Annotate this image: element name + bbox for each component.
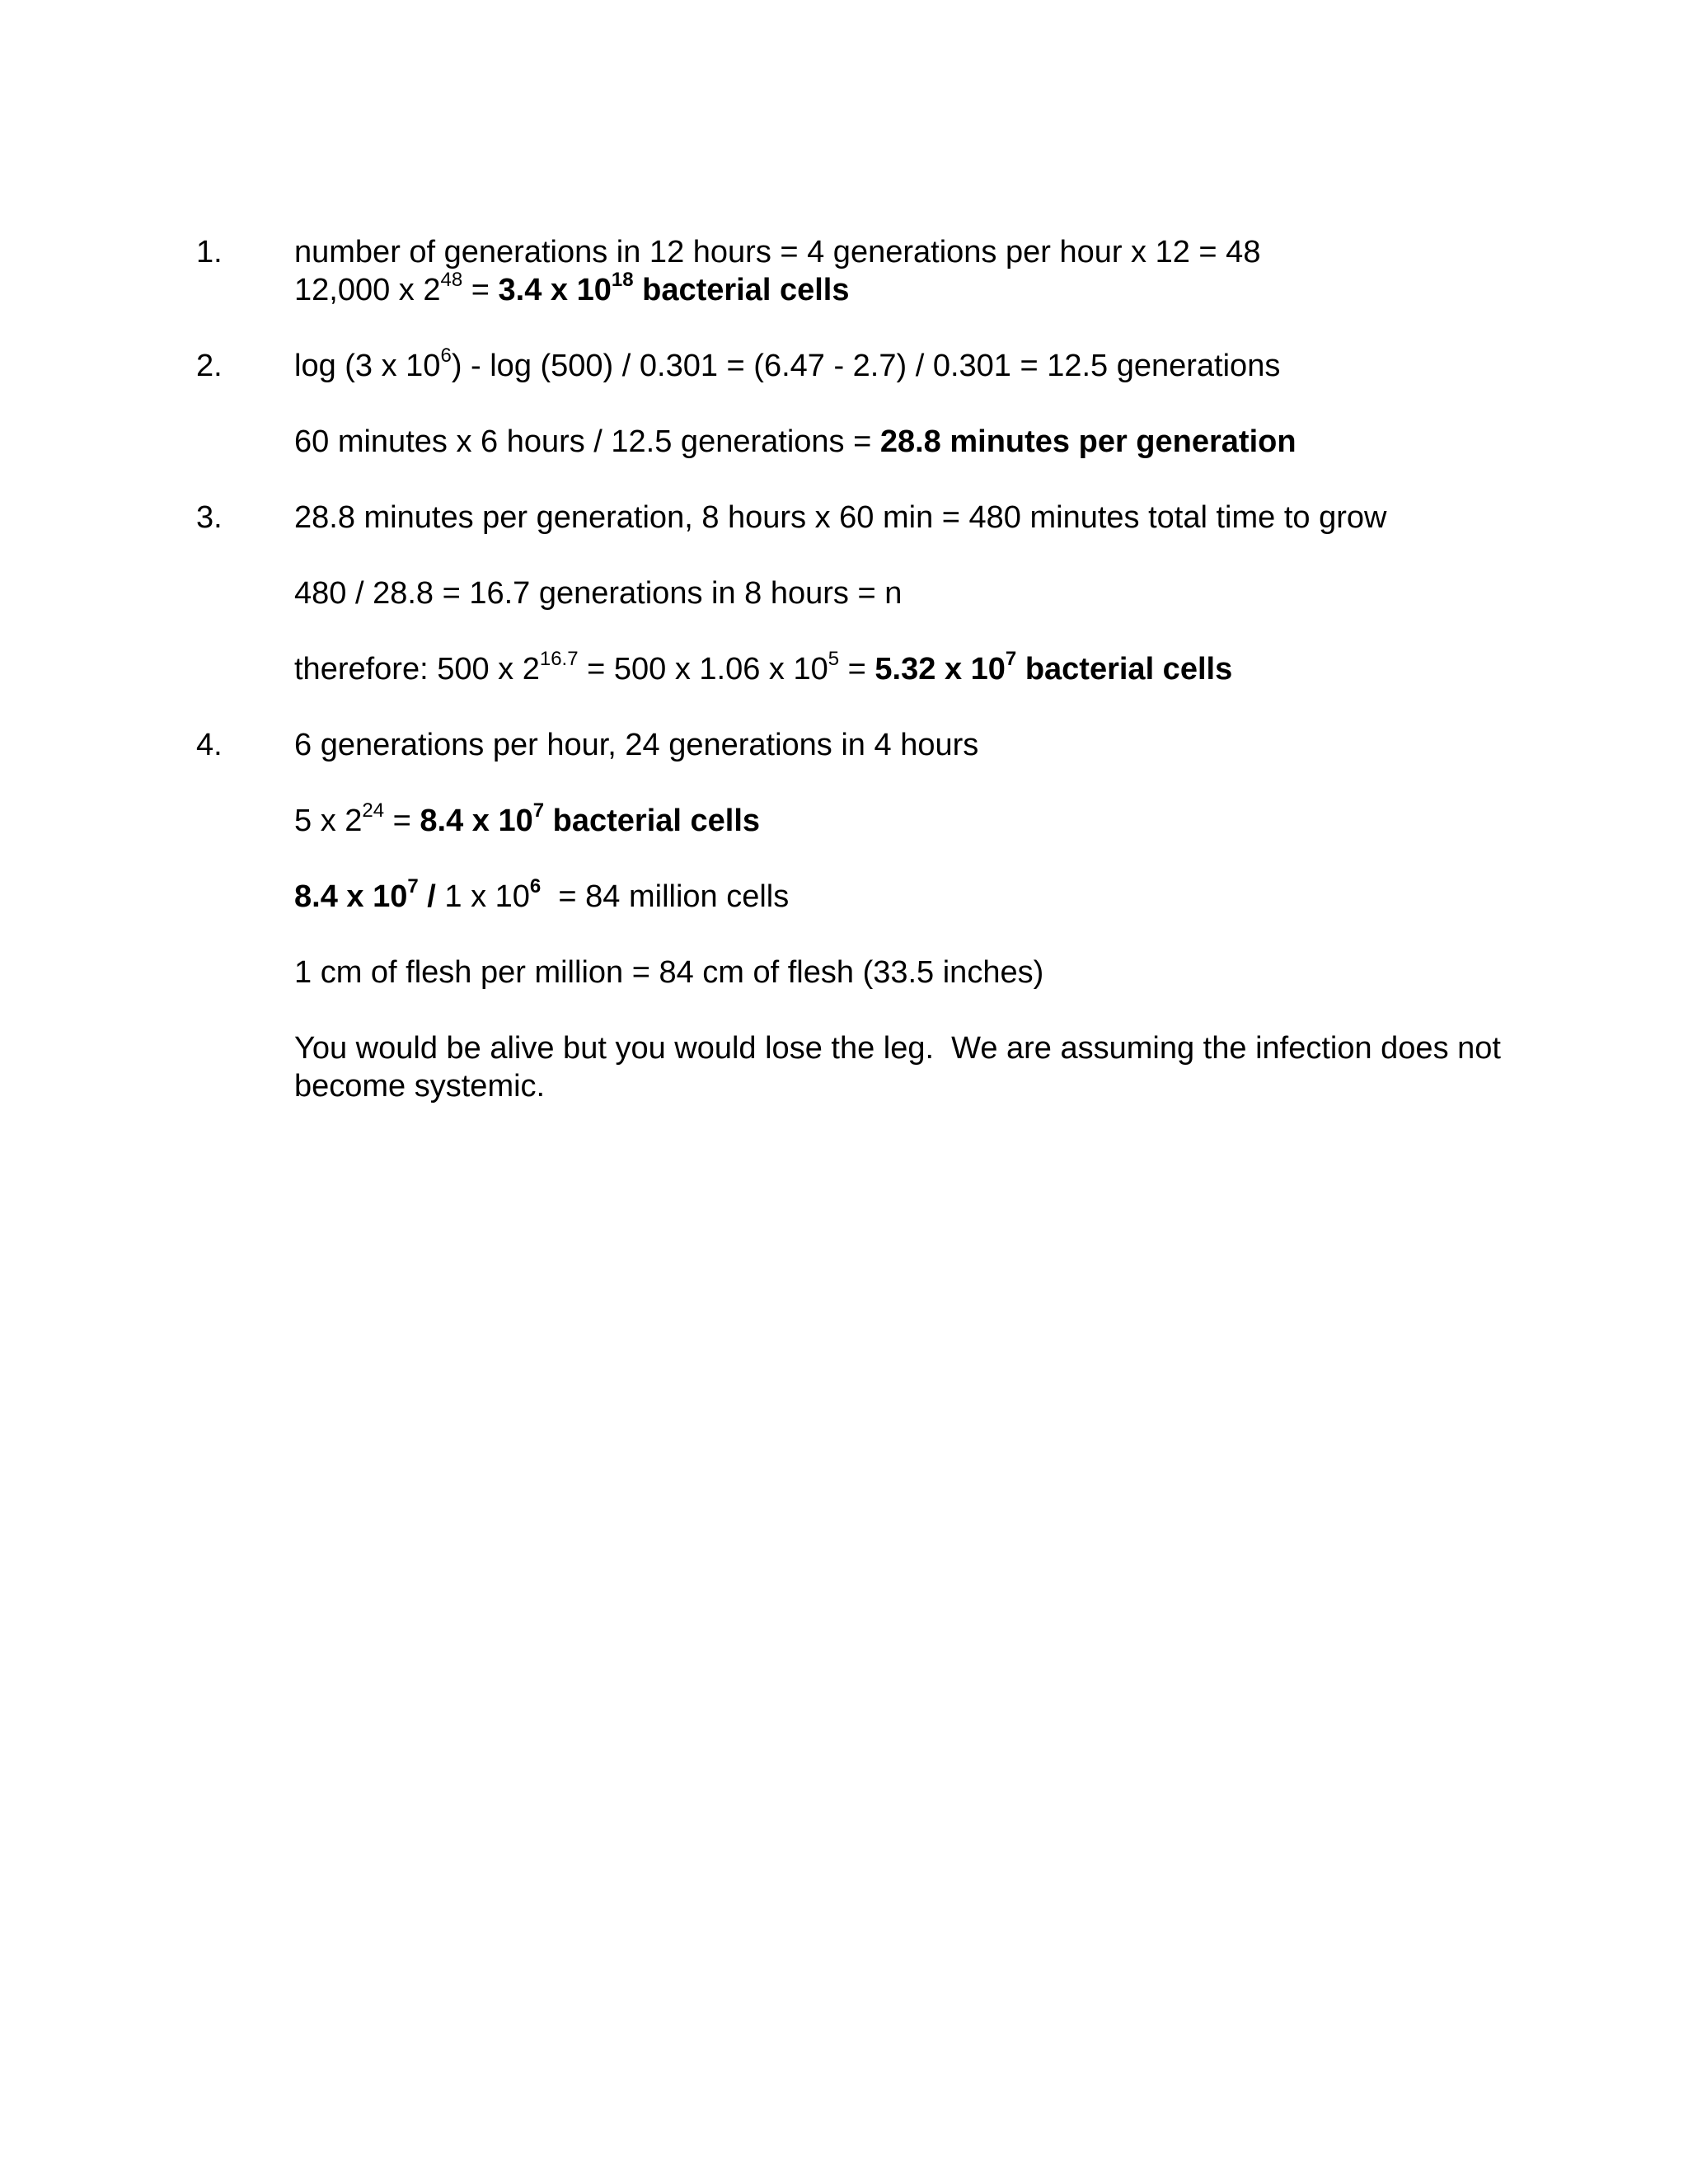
- answer-line: [294, 499, 1386, 537]
- answer-line: [294, 423, 1296, 461]
- answer-line: [294, 344, 1281, 385]
- bold-result: bacterial cells: [1016, 652, 1233, 687]
- item-number: 3.: [196, 500, 223, 535]
- text-span: 1 cm of flesh per million = 84 cm of flesh (33.5 inches): [294, 955, 1044, 990]
- text-span: 60 minutes x 6 hours / 12.5 generations =: [294, 424, 880, 459]
- item-number: 2.: [196, 349, 223, 383]
- bold-result: 28.8 minutes per generation: [879, 424, 1296, 459]
- superscript: 7: [407, 875, 419, 898]
- answer-line: [294, 650, 1232, 688]
- bold-result: 3.4 x 10: [498, 273, 612, 307]
- item-number: 1.: [196, 235, 223, 269]
- bold-result: 5.32 x 10: [874, 652, 1006, 687]
- superscript: 6: [440, 344, 452, 367]
- superscript: 16.7: [539, 648, 579, 670]
- superscript: 7: [532, 799, 545, 822]
- answer-line: [294, 875, 790, 916]
- text-span: = 84 million cells: [541, 879, 790, 914]
- superscript: 24: [362, 799, 385, 822]
- bold-result: bacterial cells: [544, 804, 761, 838]
- answer-line: [294, 954, 1043, 991]
- text-span: 12,000 x 2: [294, 273, 441, 307]
- text-span: log (3 x 10: [294, 349, 441, 383]
- text-span: 5 x 2: [294, 804, 363, 838]
- text-span: 6 generations per hour, 24 generations in 4 hours: [294, 728, 979, 762]
- superscript: 5: [828, 648, 840, 670]
- superscript: 48: [440, 269, 463, 291]
- text-span: You would be alive but you would lose the leg. We are assuming the infection does not become systemic.: [294, 1031, 1510, 1104]
- text-span: =: [839, 652, 875, 687]
- text-span: =: [462, 273, 499, 307]
- text-span: ) - log (500) / 0.301 = (6.47 - 2.7) / 0.301 = 12.5 generations: [451, 349, 1281, 383]
- text-span: 1 x 10: [444, 879, 530, 914]
- text-span: = 500 x 1.06 x 10: [578, 652, 828, 687]
- answer-line: [294, 271, 849, 309]
- superscript: 7: [1005, 648, 1017, 670]
- bold-result: 8.4 x 10: [294, 879, 408, 914]
- text-span: number of generations in 12 hours = 4 generations per hour x 12 = 48: [294, 235, 1261, 269]
- text-span: therefore: 500 x 2: [294, 652, 540, 687]
- item-number: 4.: [196, 728, 223, 762]
- superscript: 18: [611, 269, 634, 291]
- answer-line: [294, 574, 902, 612]
- bold-result: 8.4 x 10: [420, 804, 533, 838]
- bold-result: bacterial cells: [633, 273, 850, 307]
- answer-line: [294, 1029, 1531, 1105]
- text-span: 480 / 28.8 = 16.7 generations in 8 hours = n: [294, 576, 903, 611]
- text-span: =: [384, 804, 420, 838]
- bold-result: /: [418, 879, 445, 914]
- answer-line: [294, 799, 761, 840]
- answer-line: [294, 726, 978, 764]
- superscript: 6: [529, 875, 542, 898]
- text-span: 28.8 minutes per generation, 8 hours x 60 min = 480 minutes total time to grow: [294, 500, 1387, 535]
- answer-line: [294, 233, 1260, 271]
